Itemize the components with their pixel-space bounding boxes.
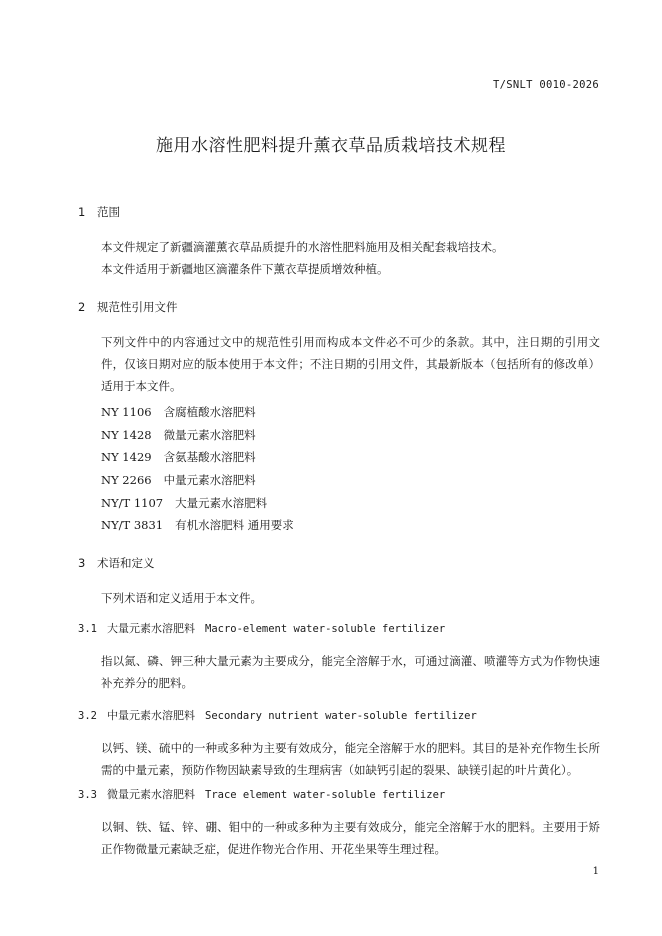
term-definition-3-2: 以钙、镁、硫中的一种或多种为主要有效成分，能完全溶解于水的肥料。其目的是补充作物生长所需的中量元素，预防作物因缺素导致的生理病害（如缺钙引起的裂果、缺镁引起的叶片黄化）。: [101, 741, 600, 777]
term-name-cn: 微量元素水溶肥料: [107, 788, 195, 801]
term-number: 3.2: [78, 710, 97, 722]
reference-title: 有机水溶肥料 通用要求: [175, 518, 294, 533]
page-number: 1: [592, 866, 599, 877]
term-heading-3-3: [78, 786, 445, 802]
standard-code: T/SNLT 0010-2026: [493, 79, 599, 91]
term-definition-3-3: 以铜、铁、锰、锌、硼、钼中的一种或多种为主要有效成分，能完全溶解于水的肥料。主要用于矫正作物微量元素缺乏症，促进作物光合作用、开花坐果等生理过程。: [101, 820, 600, 856]
term-name-cn: 中量元素水溶肥料: [107, 709, 195, 722]
term-name-cn: 大量元素水溶肥料: [107, 622, 195, 635]
reference-item: [101, 446, 294, 469]
reference-code: NY 1428: [101, 427, 152, 442]
reference-item: [101, 401, 294, 424]
reference-title: 中量元素水溶肥料: [163, 473, 256, 488]
term-number: 3.3: [78, 789, 97, 801]
section-heading-terms-definitions: [78, 555, 155, 571]
terms-intro: 下列术语和定义适用于本文件。: [101, 591, 262, 605]
term-heading-3-2: [78, 707, 477, 723]
section-number: 1: [78, 205, 86, 219]
reference-title: 含腐植酸水溶肥料: [163, 405, 256, 419]
reference-title: 大量元素水溶肥料: [175, 495, 268, 510]
term-name-en: Secondary nutrient water-soluble fertilizer: [205, 710, 477, 722]
section-number: 3: [78, 556, 86, 570]
section-heading-normative-references: [78, 299, 178, 315]
reference-item: [101, 469, 294, 492]
reference-title: 含氨基酸水溶肥料: [163, 450, 256, 465]
reference-code: NY 1106: [101, 405, 152, 419]
reference-code: NY/T 1107: [101, 495, 164, 510]
term-number: 3.1: [78, 623, 97, 635]
reference-item: [101, 492, 294, 515]
term-definition-3-1: 指以氮、磷、钾三种大量元素为主要成分，能完全溶解于水，可通过滴灌、喷灌等方式为作物快速补充养分的肥料。: [101, 654, 600, 690]
section-heading-scope: [78, 204, 120, 220]
scope-paragraph-1: 本文件规定了新疆滴灌薰衣草品质提升的水溶性肥料施用及相关配套栽培技术。: [101, 240, 504, 254]
section-title: 规范性引用文件: [97, 300, 178, 314]
document-title: 施用水溶性肥料提升薰衣草品质栽培技术规程: [156, 136, 506, 156]
reference-title: 微量元素水溶肥料: [163, 427, 256, 442]
term-name-en: Macro-element water-soluble fertilizer: [205, 623, 446, 635]
references-intro: 下列文件中的内容通过文中的规范性引用而构成本文件必不可少的条款。其中，注日期的引用文件，仅该日期对应的版本使用于本文件；不注日期的引用文件，其最新版本（包括所有的修改单）适用于本文件。: [101, 335, 600, 393]
scope-paragraph-2: 本文件适用于新疆地区滴灌条件下薰衣草提质增效种植。: [101, 262, 389, 276]
section-title: 术语和定义: [97, 556, 155, 570]
term-name-en: Trace element water-soluble fertilizer: [205, 789, 446, 801]
reference-code: NY 2266: [101, 473, 152, 488]
reference-item: [101, 424, 294, 447]
reference-code: NY 1429: [101, 450, 152, 465]
term-heading-3-1: [78, 620, 445, 636]
reference-list: [101, 401, 294, 537]
reference-item: [101, 514, 294, 537]
section-number: 2: [78, 300, 86, 314]
section-title: 范围: [97, 205, 120, 219]
reference-code: NY/T 3831: [101, 518, 164, 533]
